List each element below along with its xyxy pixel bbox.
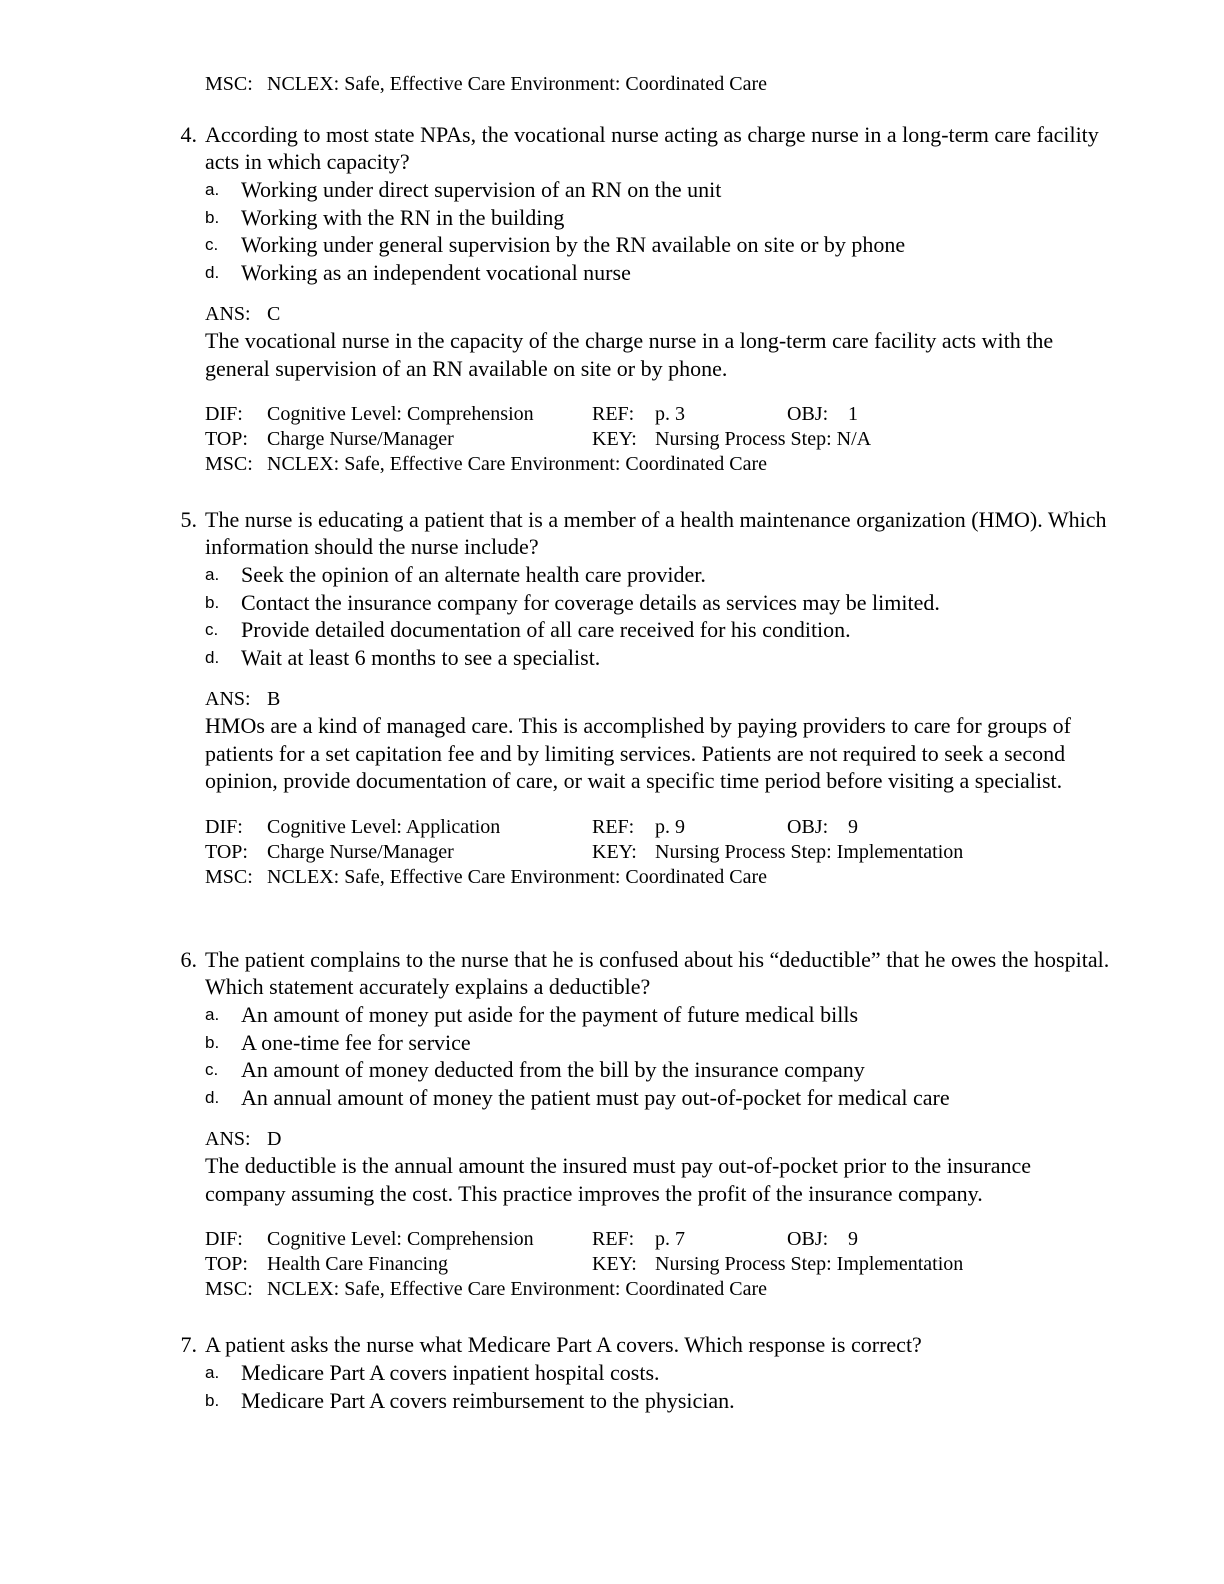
- dif-label: DIF:: [205, 1228, 243, 1250]
- question-metadata: [205, 815, 1224, 890]
- rationale: The vocational nurse in the capacity of the charge nurse in a long-term care facility acts with the general supervision of an RN available on site or by phone.: [205, 328, 1054, 381]
- question-7: [0, 1331, 1224, 1414]
- key-label: KEY:: [592, 428, 637, 450]
- answer-options: [205, 176, 1224, 286]
- ref-value: p. 7: [655, 1228, 685, 1250]
- option-letter: b.: [205, 1032, 220, 1052]
- option-text: An amount of money deducted from the bill by the insurance company: [241, 1057, 865, 1082]
- answer-block: [205, 686, 1110, 795]
- option-letter: d.: [205, 1087, 220, 1107]
- option-d: [205, 644, 1224, 672]
- dif-value: Cognitive Level: Comprehension: [267, 1228, 534, 1250]
- option-b: [205, 1029, 1224, 1057]
- ref-label: REF:: [592, 1228, 635, 1250]
- answer-value: C: [267, 303, 281, 325]
- metadata-row-top: [205, 427, 1224, 452]
- option-letter: d.: [205, 262, 220, 282]
- option-text: Provide detailed documentation of all care received for his condition.: [241, 617, 851, 642]
- question-text: The nurse is educating a patient that is a member of a health maintenance organization (HMO). Which information should the nurse include?: [205, 507, 1107, 559]
- answer-line: [205, 1126, 1110, 1152]
- metadata-row-dif: [205, 1227, 1224, 1252]
- option-letter: b.: [205, 592, 220, 612]
- ref-label: REF:: [592, 403, 635, 425]
- option-letter: b.: [205, 1390, 220, 1410]
- question-4: [0, 121, 1224, 477]
- key-value: Nursing Process Step: N/A: [655, 428, 872, 450]
- option-b: [205, 204, 1224, 232]
- dif-value: Cognitive Level: Application: [267, 815, 501, 838]
- ref-value: p. 3: [655, 403, 685, 425]
- key-value: Nursing Process Step: Implementation: [655, 1253, 964, 1275]
- question-number: 7.: [180, 1332, 197, 1357]
- key-label: KEY:: [592, 840, 637, 863]
- metadata-row-msc: [205, 452, 1224, 477]
- question-number: 4.: [180, 122, 197, 147]
- top-label: TOP:: [205, 1253, 248, 1275]
- question-text: A patient asks the nurse what Medicare Part A covers. Which response is correct?: [205, 1332, 922, 1357]
- answer-options: [205, 561, 1224, 671]
- dif-label: DIF:: [205, 815, 243, 838]
- msc-label: MSC:: [205, 1278, 253, 1300]
- option-text: Working with the RN in the building: [241, 204, 565, 230]
- msc-value: NCLEX: Safe, Effective Care Environment: Coordinated Care: [267, 453, 768, 475]
- option-text: Medicare Part A covers reimbursement to the physician.: [241, 1387, 735, 1413]
- option-text: An amount of money put aside for the payment of future medical bills: [241, 1002, 859, 1027]
- option-text: Working as an independent vocational nurse: [241, 259, 631, 285]
- answer-block: [205, 301, 1110, 382]
- option-text: Wait at least 6 months to see a specialist.: [241, 644, 601, 670]
- answer-label: ANS:: [205, 688, 251, 710]
- top-value: Health Care Financing: [267, 1253, 449, 1275]
- obj-value: 9: [848, 1228, 858, 1250]
- option-a: [205, 1001, 1224, 1029]
- option-text: Medicare Part A covers inpatient hospital costs.: [241, 1360, 660, 1385]
- dif-value: Cognitive Level: Comprehension: [267, 403, 534, 425]
- answer-label: ANS:: [205, 1128, 251, 1150]
- question-number: 5.: [180, 507, 197, 532]
- option-a: [205, 176, 1224, 204]
- metadata-row-dif: [205, 402, 1224, 427]
- metadata-row-dif: [205, 815, 1224, 840]
- option-b: [205, 1387, 1224, 1415]
- option-text: Contact the insurance company for coverage details as services may be limited.: [241, 589, 940, 615]
- option-letter: a.: [205, 1363, 220, 1382]
- answer-options: [205, 1359, 1224, 1414]
- question-6: [0, 946, 1224, 1302]
- option-c: [205, 231, 1224, 259]
- dif-label: DIF:: [205, 403, 243, 425]
- question-5: [0, 506, 1224, 890]
- question-text: The patient complains to the nurse that he is confused about his “deductible” that he owes the hospital. Which statement accurately explains a deductible?: [205, 947, 1110, 999]
- metadata-row-top: [205, 1252, 1224, 1277]
- option-letter: a.: [205, 180, 220, 199]
- answer-line: [205, 686, 1110, 712]
- option-text: Seek the opinion of an alternate health care provider.: [241, 562, 706, 587]
- top-value: Charge Nurse/Manager: [267, 428, 454, 450]
- answer-value: D: [267, 1128, 282, 1150]
- obj-value: 9: [848, 815, 858, 838]
- metadata-row-top: [205, 840, 1224, 865]
- option-letter: a.: [205, 1005, 220, 1024]
- obj-label: OBJ:: [787, 1228, 829, 1250]
- rationale: HMOs are a kind of managed care. This is accomplished by paying providers to care for groups of patients for a set capitation fee and by limiting services. Patients are not required to seek a second opinion, provide documentation of care, or wait a specific time period before visiting a specialist.: [205, 713, 1071, 793]
- option-letter: a.: [205, 565, 220, 584]
- msc-value: NCLEX: Safe, Effective Care Environment: Coordinated Care: [267, 1278, 768, 1300]
- option-d: [205, 259, 1224, 287]
- question-stem: [180, 946, 1110, 1000]
- option-letter: c.: [205, 1060, 219, 1079]
- option-letter: c.: [205, 620, 219, 639]
- option-letter: c.: [205, 235, 219, 254]
- msc-value: NCLEX: Safe, Effective Care Environment: Coordinated Care: [267, 73, 768, 95]
- option-text: Working under direct supervision of an RN on the unit: [241, 177, 722, 202]
- top-label: TOP:: [205, 428, 248, 450]
- key-value: Nursing Process Step: Implementation: [655, 840, 964, 863]
- option-b: [205, 589, 1224, 617]
- option-text: An annual amount of money the patient must pay out-of-pocket for medical care: [241, 1084, 950, 1110]
- option-a: [205, 1359, 1224, 1387]
- msc-label: MSC:: [205, 865, 253, 888]
- question-stem: [180, 1331, 1110, 1358]
- answer-value: B: [267, 688, 281, 710]
- option-letter: d.: [205, 647, 220, 667]
- option-c: [205, 1056, 1224, 1084]
- metadata-row-msc: [205, 1277, 1224, 1302]
- question-metadata: [205, 402, 1224, 477]
- previous-question-msc: [205, 71, 767, 97]
- metadata-row-msc: [205, 865, 1224, 890]
- option-text: Working under general supervision by the RN available on site or by phone: [241, 232, 906, 257]
- ref-value: p. 9: [655, 815, 685, 838]
- top-label: TOP:: [205, 840, 248, 863]
- msc-value: NCLEX: Safe, Effective Care Environment: Coordinated Care: [267, 865, 768, 888]
- obj-label: OBJ:: [787, 815, 829, 838]
- obj-label: OBJ:: [787, 403, 829, 425]
- msc-label: MSC:: [205, 453, 253, 475]
- question-text: According to most state NPAs, the vocational nurse acting as charge nurse in a long-term care facility acts in which capacity?: [205, 122, 1099, 174]
- option-d: [205, 1084, 1224, 1112]
- top-value: Charge Nurse/Manager: [267, 840, 454, 863]
- question-metadata: [205, 1227, 1224, 1302]
- rationale: The deductible is the annual amount the insured must pay out-of-pocket prior to the insurance company assuming the cost. This practice improves the profit of the insurance company.: [205, 1153, 1031, 1206]
- question-number: 6.: [180, 947, 197, 972]
- key-label: KEY:: [592, 1253, 637, 1275]
- obj-value: 1: [848, 403, 858, 425]
- msc-label: MSC:: [205, 73, 253, 95]
- answer-line: [205, 301, 1110, 327]
- question-stem: [180, 506, 1110, 560]
- ref-label: REF:: [592, 815, 635, 838]
- option-a: [205, 561, 1224, 589]
- option-letter: b.: [205, 207, 220, 227]
- option-text: A one-time fee for service: [241, 1029, 471, 1055]
- option-c: [205, 616, 1224, 644]
- answer-label: ANS:: [205, 303, 251, 325]
- question-stem: [180, 121, 1110, 175]
- answer-options: [205, 1001, 1224, 1111]
- answer-block: [205, 1126, 1110, 1207]
